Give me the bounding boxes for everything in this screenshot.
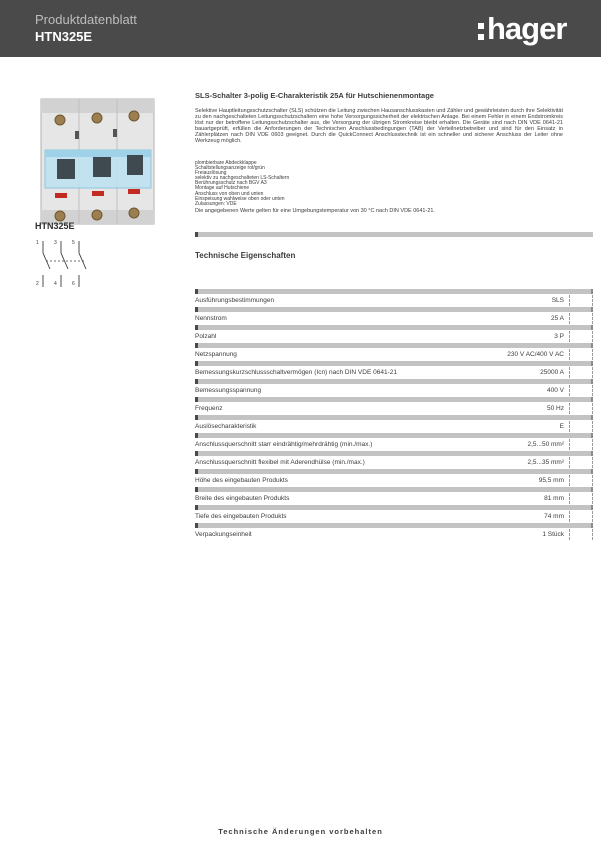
value-column-divider [569, 439, 593, 450]
spec-value: 400 V [547, 387, 564, 394]
spec-label: Polzahl [195, 333, 217, 340]
row-separator [195, 415, 593, 420]
wiring-diagram [33, 235, 93, 291]
svg-text:5: 5 [72, 240, 75, 246]
feature-line: Zulassungen: VDE [195, 200, 237, 207]
doc-type-label: Produktdatenblatt [35, 12, 137, 27]
spec-value: 1 Stück [542, 531, 564, 538]
table-row [195, 330, 593, 343]
table-row [195, 528, 593, 541]
feature-line: Freiauslösung [195, 170, 227, 177]
spec-value: 95,5 mm [538, 477, 564, 484]
value-column-divider [569, 403, 593, 414]
spec-label: Höhe des eingebauten Produkts [195, 477, 288, 484]
circuit-symbol-icon [33, 235, 93, 291]
spec-label: Breite des eingebauten Produkts [195, 495, 290, 502]
svg-text:6: 6 [72, 281, 75, 287]
description-note: Die angegebenen Werte gelten für eine Umgebungstemperatur von 30 °C nach DIN VDE 0641-21. [195, 208, 435, 214]
spec-label: Anschlussquerschnitt flexibel mit Aderendhülse (min./max.) [195, 459, 365, 466]
spec-value: 230 V AC/400 V AC [507, 351, 564, 358]
product-title: SLS-Schalter 3-polig E-Charakteristik 25A für Hutschienenmontage [195, 91, 434, 100]
spec-label: Nennstrom [195, 315, 227, 322]
spec-value: 25 A [550, 315, 564, 322]
feature-line: Anschluss von oben und unten [195, 190, 264, 197]
section-divider [195, 232, 593, 237]
row-separator [195, 361, 593, 366]
feature-line: Berührungsschutz nach BGV A3 [195, 180, 267, 187]
spec-label: Tiefe des eingebauten Produkts [195, 513, 287, 520]
value-column-divider [569, 493, 593, 504]
row-separator [195, 487, 593, 492]
table-row [195, 348, 593, 361]
spec-value: 25000 A [540, 369, 564, 376]
value-column-divider [569, 529, 593, 540]
feature-line: Montage auf Hutschiene [195, 185, 250, 192]
row-separator [195, 307, 593, 312]
section-heading: Technische Eigenschaften [195, 251, 296, 260]
row-separator [195, 289, 593, 294]
row-separator [195, 433, 593, 438]
spec-label: Netzspannung [195, 351, 237, 358]
value-column-divider [569, 295, 593, 306]
spec-label: Bemessungskurzschlussschaltvermögen (Icn) nach DIN VDE 0641-21 [195, 369, 397, 376]
row-separator [195, 379, 593, 384]
hager-logo-text: hager [487, 11, 567, 46]
spec-value: E [559, 423, 564, 430]
svg-text:2: 2 [36, 281, 39, 287]
spec-value: 2,5...50 mm² [527, 441, 564, 448]
value-column-divider [569, 511, 593, 522]
table-row [195, 384, 593, 397]
spec-value: 3 P [554, 333, 564, 340]
table-row [195, 510, 593, 523]
row-separator [195, 505, 593, 510]
row-separator [195, 397, 593, 402]
table-row [195, 456, 593, 469]
feature-line: selektiv zu nachgeschalteten LS-Schaltern [195, 175, 290, 182]
table-row [195, 294, 593, 307]
feature-line: plombierbare Abdeckklappe [195, 160, 257, 166]
header-bar [0, 0, 601, 57]
feature-line: Einspeisung wahlweise oben oder unten [195, 195, 285, 202]
spec-value: 74 mm [544, 513, 564, 520]
value-column-divider [569, 421, 593, 432]
row-separator [195, 523, 593, 528]
spec-label: Auslösecharakteristik [195, 423, 257, 430]
feature-list [195, 161, 593, 207]
hager-logo-colon-icon [478, 23, 484, 40]
hager-logo [478, 13, 566, 44]
table-row [195, 420, 593, 433]
value-column-divider [569, 475, 593, 486]
value-column-divider [569, 385, 593, 396]
spec-value: 50 Hz [547, 405, 564, 412]
table-row [195, 312, 593, 325]
value-column-divider [569, 313, 593, 324]
product-id-title: HTN325E [35, 29, 93, 44]
svg-text:1: 1 [36, 240, 39, 246]
value-column-divider [569, 331, 593, 342]
table-row [195, 492, 593, 505]
spec-label: Bemessungsspannung [195, 387, 262, 394]
product-description: Selektive Hauptleitungsschutzschalter (SLS) schützen die Leitung zwischen Hausanschlusskasten und Zähler und gewährleisten durch ihre Selektivität zu den nachgeschalteten Leitungsschutzschaltern eine hohe Versorgungssicherheit der elektrischen Anlage. Bei einem Fehler in einem Endstromkreis löst nur der betroffene Leitungsschutzschalter aus, die Versorgung der übrigen Stromkreise bleibt erhalten. Die Geräte sind nach DIN VDE 0641-21 bauartgeprüft, erfüllen die Anforderungen der Technischen Anschlussbedingungen (TAB) der Verteilnetzbetreiber und sind für den Einsatz in Zählerplätzen nach DIN VDE 0603 geeignet. Durch die QuickConnect Anschlusstechnik ist ein schneller und sicherer Anschluss der Leiter ohne Werkzeug möglich. [195, 108, 563, 144]
table-row [195, 366, 593, 379]
spec-value: 2,5...35 mm² [527, 459, 564, 466]
table-row [195, 402, 593, 415]
spec-label: Verpackungseinheit [195, 531, 252, 538]
svg-text:4: 4 [54, 281, 57, 287]
footer-note: Technische Änderungen vorbehalten [218, 827, 383, 836]
row-separator [195, 325, 593, 330]
image-caption: HTN325E [35, 221, 75, 231]
row-separator [195, 469, 593, 474]
value-column-divider [569, 457, 593, 468]
table-row [195, 438, 593, 451]
spec-label: Anschlussquerschnitt starr eindrähtig/mehrdrähtig (min./max.) [195, 441, 373, 448]
svg-text:3: 3 [54, 240, 57, 246]
feature-line: Schaltstellungsanzeige rot/grün [195, 165, 265, 172]
spec-value: SLS [551, 297, 564, 304]
spec-value: 81 mm [544, 495, 564, 502]
value-column-divider [569, 367, 593, 378]
spec-label: Ausführungsbestimmungen [195, 297, 275, 304]
row-separator [195, 451, 593, 456]
spec-table [195, 289, 593, 541]
value-column-divider [569, 349, 593, 360]
spec-label: Frequenz [195, 405, 223, 412]
row-separator [195, 343, 593, 348]
product-photo [35, 95, 160, 228]
breaker-illustration-icon [35, 95, 160, 228]
table-row [195, 474, 593, 487]
